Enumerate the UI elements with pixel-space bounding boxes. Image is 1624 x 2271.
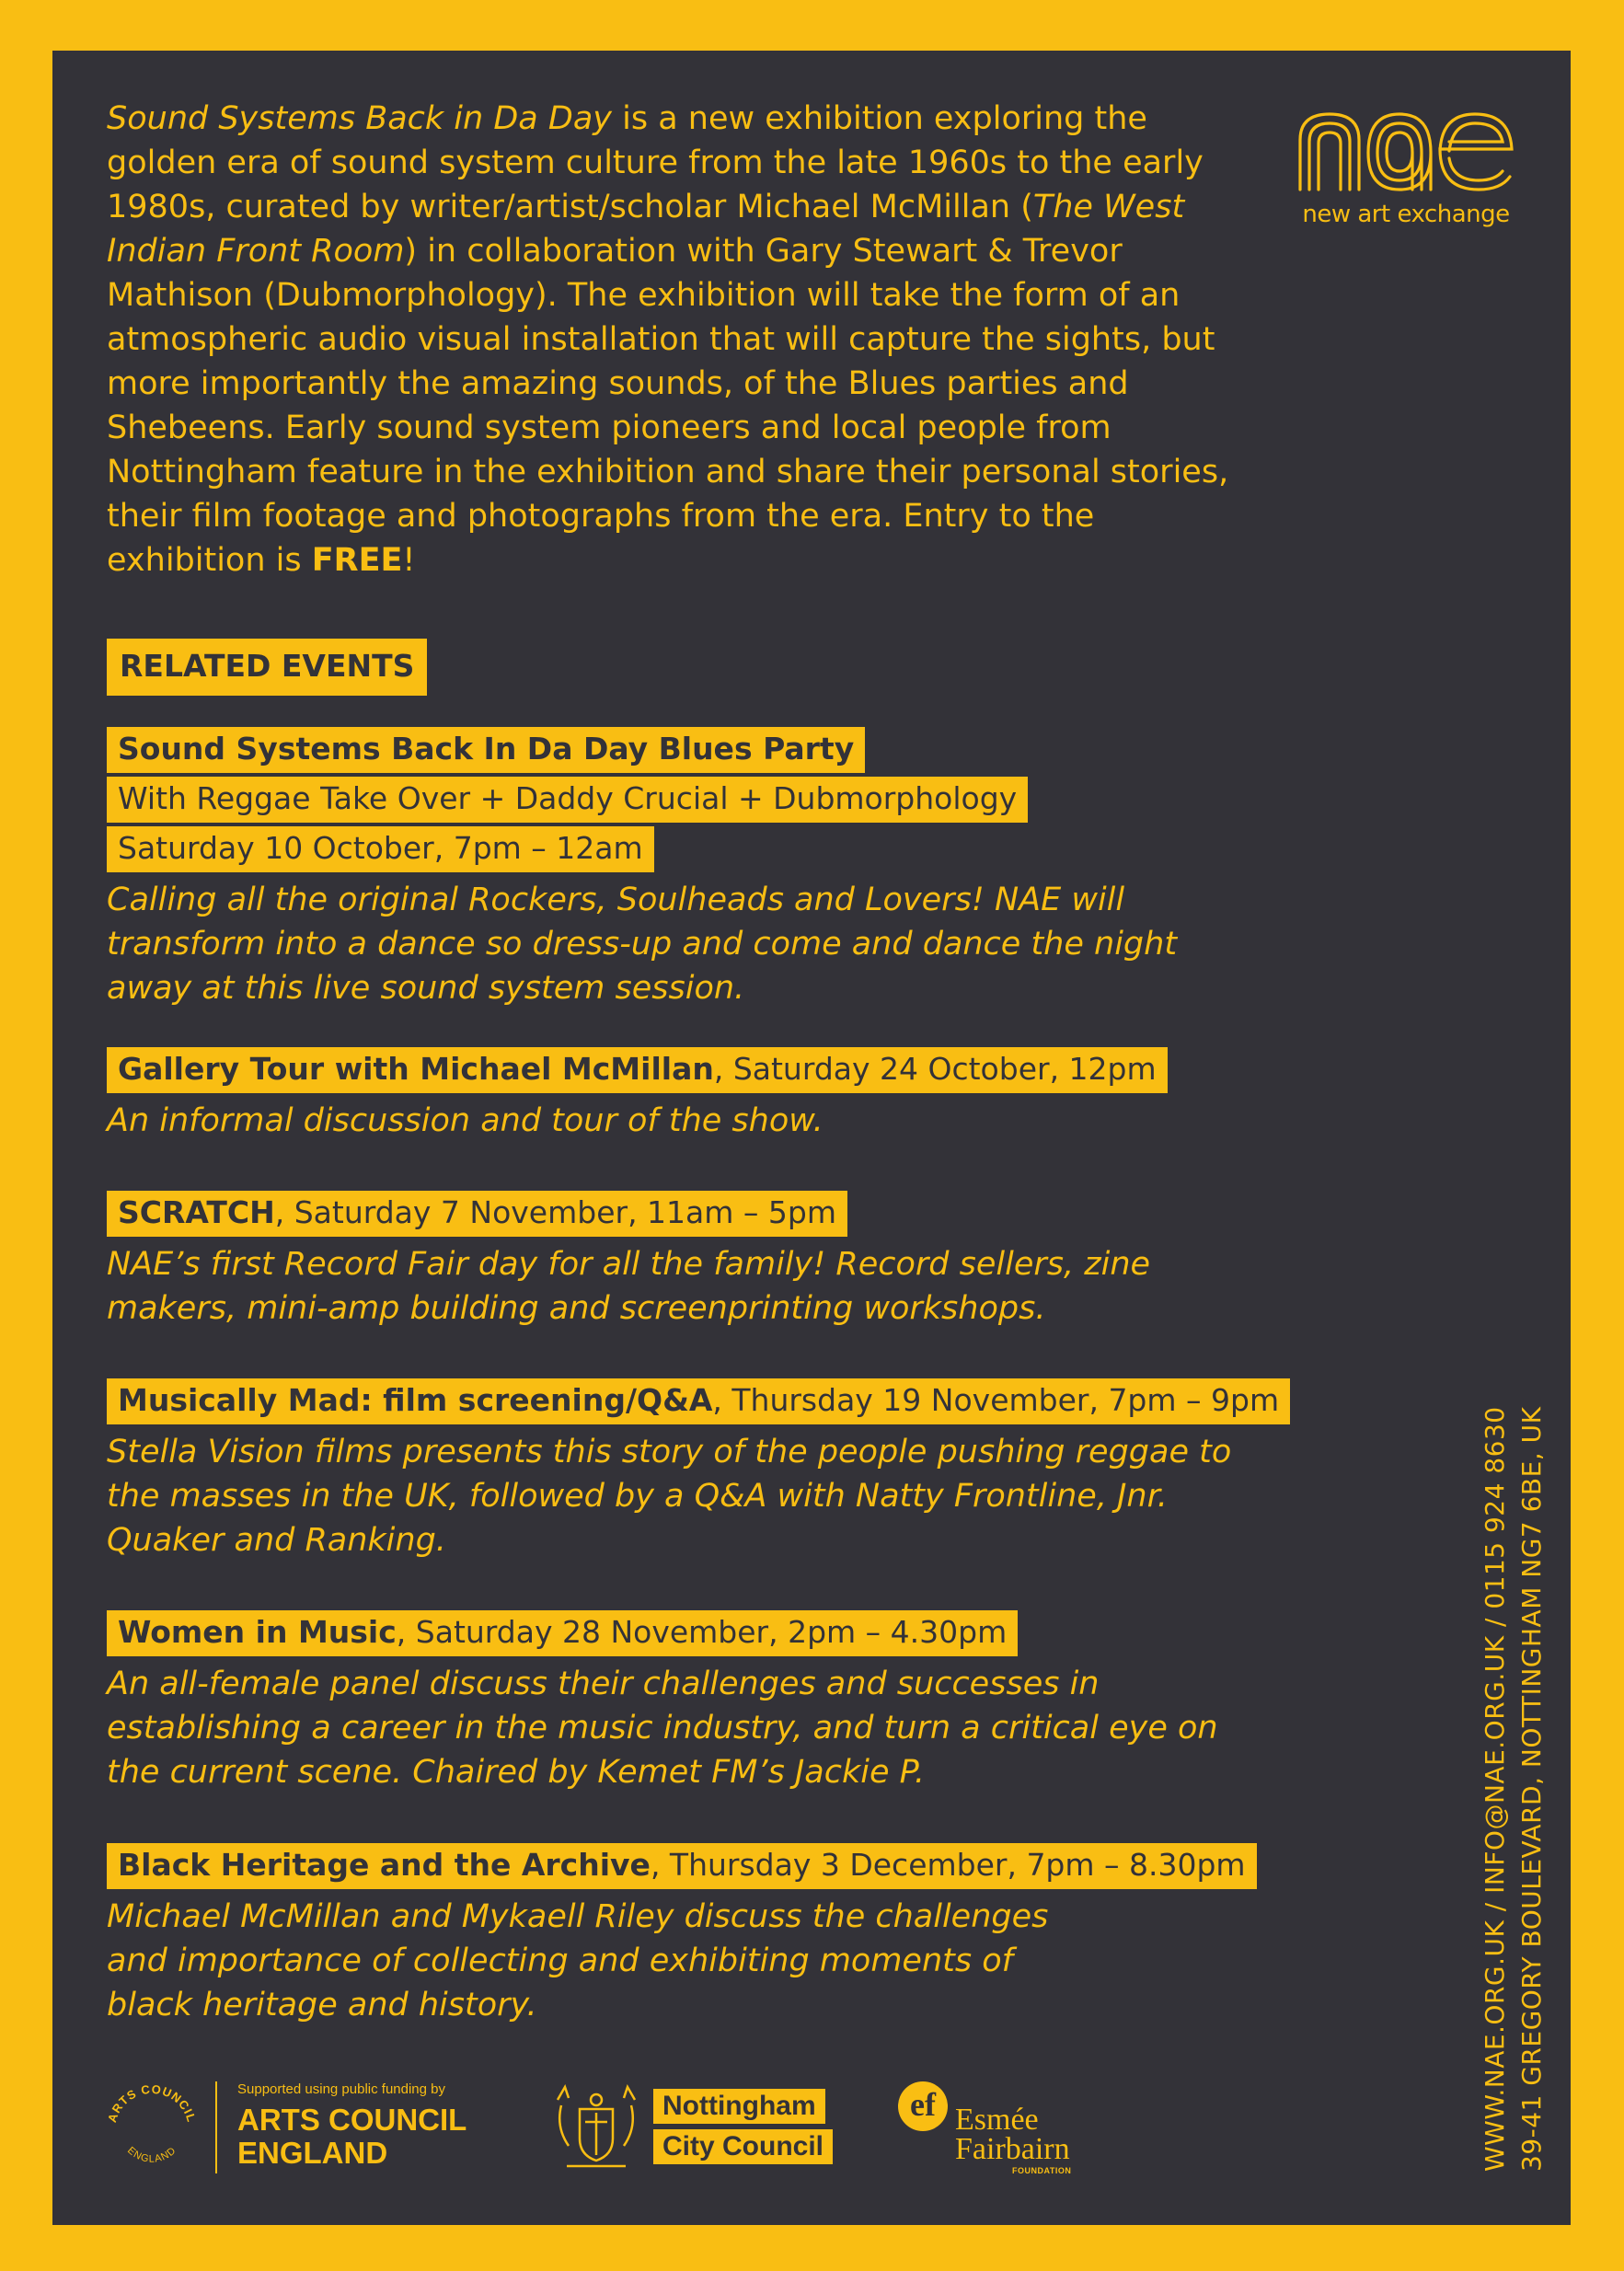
- event-gallery-tour: [107, 1047, 1266, 1143]
- event-date-tag: Saturday 10 October, 7pm – 12am: [107, 826, 654, 872]
- arts-council-seal-top: ARTS COUNCIL: [104, 2081, 199, 2125]
- nae-logo-mark: [1293, 103, 1519, 195]
- event-title: SCRATCH: [118, 1194, 275, 1230]
- event-description: NAE’s first Record Fair day for all the family! Record sellers, zine makers, mini-amp building and screenprinting workshops.: [107, 1246, 1151, 1327]
- intro-paragraph: [107, 97, 1238, 582]
- svg-text:ARTS COUNCIL: [105, 2082, 199, 2125]
- arts-council-divider: [215, 2081, 217, 2173]
- arts-council-name-1: ARTS COUNCIL: [237, 2103, 467, 2137]
- book-title: The West Indian Front Room: [107, 189, 1185, 270]
- nottingham-crest-icon: [548, 2081, 644, 2173]
- esmee-fairbairn-foundation: FOUNDATION: [1012, 2166, 1072, 2175]
- event-title-tag: [107, 727, 865, 773]
- event-blues-party: [107, 727, 1266, 1010]
- esmee-fairbairn-name-2: Fairbairn: [955, 2132, 1070, 2166]
- intro-text-1: is a new exhibition exploring the golden era of sound system culture from the late 1960s to the early 1980s, curated by writer/artist/scholar Michael McMillan (: [107, 100, 1204, 225]
- arts-council-seal-icon: [101, 2080, 202, 2181]
- arts-council-name-2: ENGLAND: [237, 2136, 388, 2170]
- event-title-tag: [107, 1378, 1290, 1424]
- nae-logo-subtitle: new art exchange: [1302, 201, 1510, 228]
- event-date: , Saturday 28 November, 2pm – 4.30pm: [396, 1614, 1008, 1650]
- event-title: Gallery Tour with Michael McMillan: [118, 1051, 714, 1087]
- event-title: Black Heritage and the Archive: [118, 1847, 651, 1883]
- intro-end: !: [402, 542, 416, 579]
- event-title-tag: [107, 1610, 1018, 1656]
- event-title: Women in Music: [118, 1614, 397, 1650]
- contact-address: 39-41 GREGORY BOULEVARD, NOTTINGHAM NG7 6BE, UK: [1516, 1406, 1547, 2172]
- intro-text-2: ) in collaboration with Gary Stewart & Trevor Mathison (Dubmorphology). The exhibition will take the form of an atmospheric audio visual installation that will capture the sights, but more importantly the amazing sounds, of the Blues parties and Shebeens. Early sound system pioneers and local people from Nottingham feature in the exhibition and share their personal stories, their film footage and photographs from the era. Entry to the exhibition is: [107, 233, 1229, 579]
- nottingham-council-box-1: Nottingham: [653, 2089, 825, 2124]
- related-events-heading: RELATED EVENTS: [107, 639, 427, 696]
- contact-info: [1477, 1406, 1550, 2172]
- event-title-tag: [107, 1047, 1168, 1093]
- arts-council-supported: Supported using public funding by: [237, 2081, 445, 2097]
- event-title-tag: [107, 1191, 847, 1237]
- arts-council-seal-bottom: ENGLAND: [125, 2145, 179, 2165]
- event-black-heritage: [107, 1843, 1266, 2027]
- event-title-tag: [107, 1843, 1257, 1889]
- event-scratch: [107, 1191, 1266, 1331]
- contact-web-email-phone[interactable]: WWW.NAE.ORG.UK / INFO@NAE.ORG.UK / 0115 924 8630: [1480, 1406, 1510, 2172]
- event-title: Sound Systems Back In Da Day Blues Party: [118, 731, 855, 767]
- event-date: , Saturday 24 October, 12pm: [713, 1051, 1157, 1087]
- event-date: , Thursday 19 November, 7pm – 9pm: [712, 1382, 1280, 1418]
- event-description: Stella Vision films presents this story of the people pushing reggae to the masses in the UK, followed by a Q&A with Natty Frontline, Jnr. Quaker and Ranking.: [107, 1434, 1232, 1559]
- event-description: Calling all the original Rockers, Soulheads and Lovers! NAE will transform into a dance so dress-up and come and dance the night away at this live sound system session.: [107, 882, 1178, 1007]
- nae-logo: [1286, 103, 1526, 228]
- event-description: Michael McMillan and Mykaell Riley discuss the challenges and importance of collecting and exhibiting moments of black heritage and history.: [107, 1898, 1049, 2023]
- event-lineup-tag: With Reggae Take Over + Daddy Crucial + Dubmorphology: [107, 777, 1028, 823]
- event-title: Musically Mad: film screening/Q&A: [118, 1382, 713, 1418]
- free-label: FREE: [311, 542, 403, 579]
- nottingham-council-box-2: City Council: [653, 2129, 833, 2164]
- event-description: An informal discussion and tour of the show.: [107, 1102, 824, 1139]
- esmee-fairbairn-name-1: Esmée: [955, 2103, 1039, 2137]
- svg-text:ENGLAND: [125, 2145, 179, 2165]
- event-women-in-music: [107, 1610, 1266, 1794]
- exhibition-title: Sound Systems Back in Da Day: [107, 100, 612, 137]
- esmee-fairbairn-mark-icon: ef: [898, 2081, 948, 2131]
- event-date: , Saturday 7 November, 11am – 5pm: [274, 1194, 836, 1230]
- event-date: , Thursday 3 December, 7pm – 8.30pm: [650, 1847, 1246, 1883]
- sponsor-logos: [101, 2072, 1113, 2183]
- event-description: An all-female panel discuss their challenges and successes in establishing a career in the music industry, and turn a critical eye on the current scene. Chaired by Kemet FM’s Jackie P.: [107, 1666, 1218, 1791]
- event-musically-mad: [107, 1378, 1280, 1562]
